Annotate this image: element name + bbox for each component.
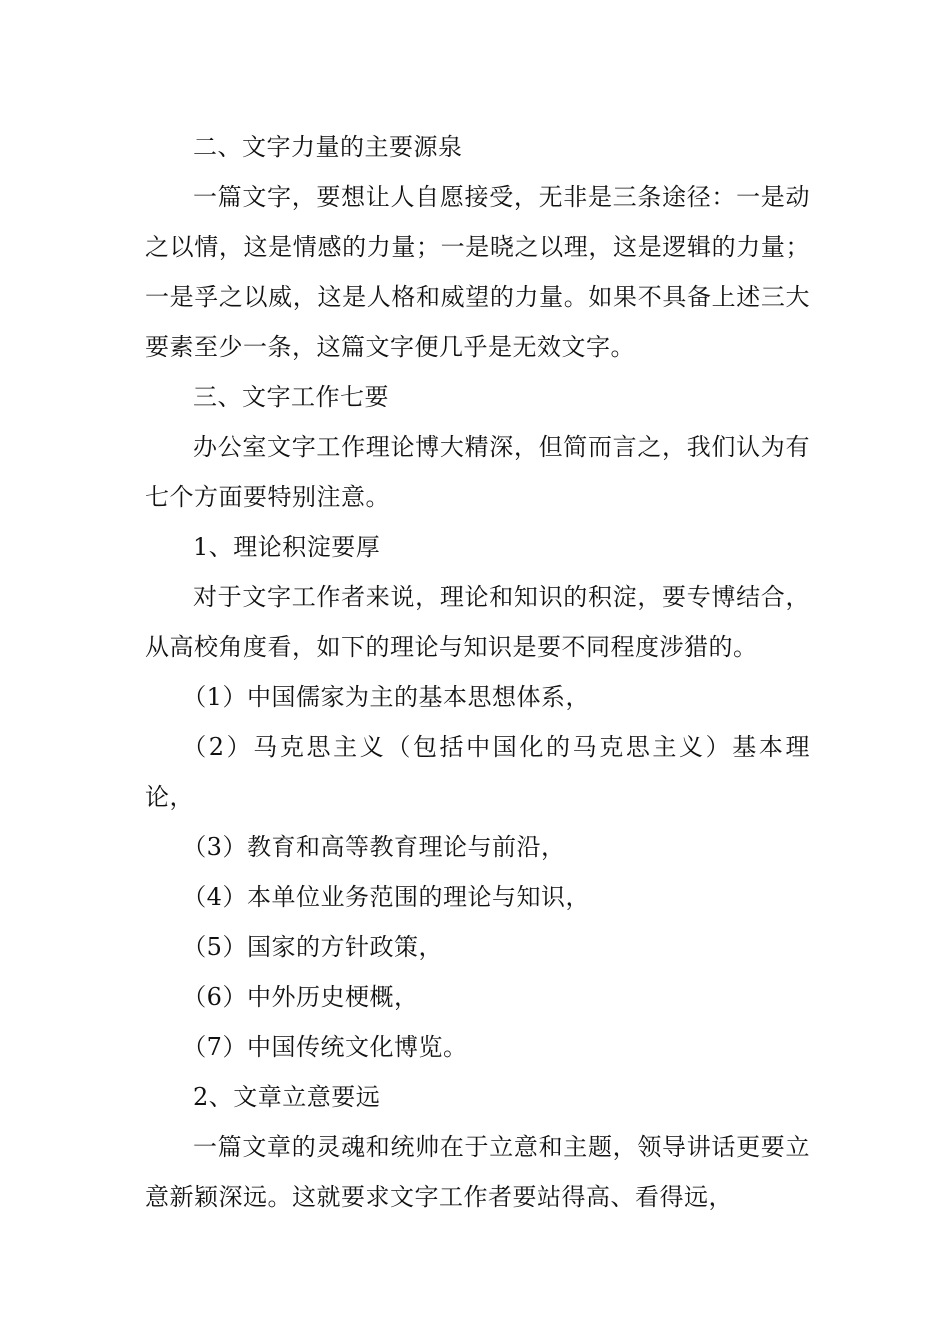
list-item: （3）教育和高等教育理论与前沿， (182, 833, 566, 861)
subsection-heading-1: 1、理论积淀要厚 (193, 533, 381, 561)
section-heading-2: 二、文字力量的主要源泉 (193, 133, 463, 161)
list-item: （7）中国传统文化博览。 (182, 1033, 468, 1061)
subsection-heading-2: 2、文章立意要远 (193, 1083, 381, 1111)
section-heading-3: 三、文字工作七要 (193, 383, 389, 411)
body-paragraph: 对于文字工作者来说，理论和知识的积淀，要专博结合，从高校角度看，如下的理论与知识是要不同程度涉猎的。 (145, 583, 810, 661)
body-paragraph: 一篇文字，要想让人自愿接受，无非是三条途径：一是动之以情，这是情感的力量；一是晓之以理，这是逻辑的力量；一是孚之以威，这是人格和威望的力量。如果不具备上述三大要素至少一条，这篇文字便几乎是无效文字。 (145, 183, 810, 361)
list-item: （1）中国儒家为主的基本思想体系， (182, 683, 590, 711)
list-item: （2）马克思主义（包括中国化的马克思主义）基本理论， (145, 733, 810, 811)
body-paragraph: 办公室文字工作理论博大精深，但简而言之，我们认为有七个方面要特别注意。 (145, 433, 810, 511)
list-item: （4）本单位业务范围的理论与知识， (182, 883, 590, 911)
list-item: （6）中外历史梗概， (182, 983, 419, 1011)
body-paragraph: 一篇文章的灵魂和统帅在于立意和主题，领导讲话更要立意新颖深远。这就要求文字工作者要站得高、看得远， (145, 1133, 810, 1211)
list-item: （5）国家的方针政策， (182, 933, 443, 961)
document-body (145, 122, 810, 1222)
